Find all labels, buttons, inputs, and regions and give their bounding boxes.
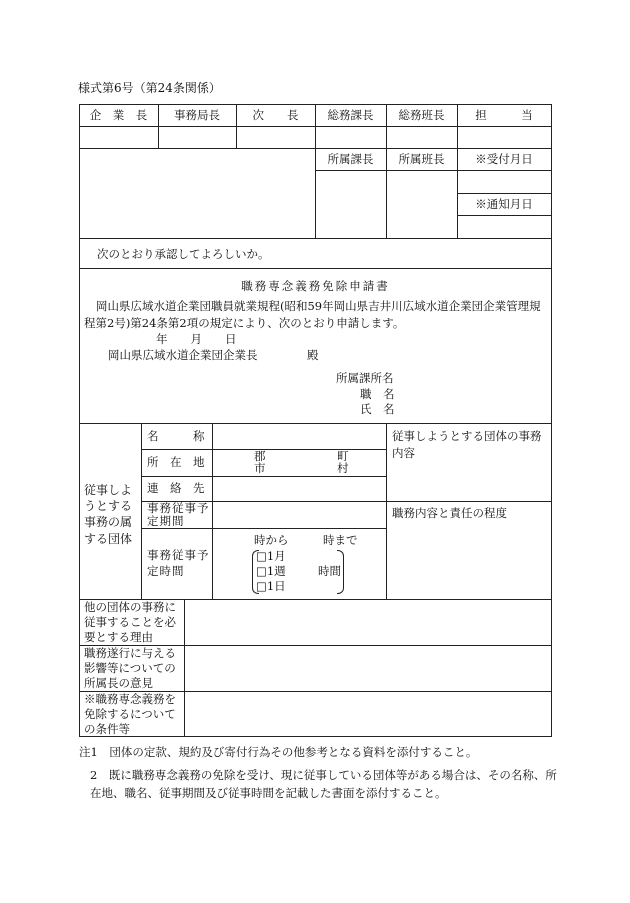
- time-until-text: 時まで: [323, 533, 358, 547]
- honorific: 殿: [307, 348, 319, 362]
- approver-ceo: 企 業 長: [89, 108, 148, 122]
- notification-date-label: ※通知月日: [475, 197, 533, 211]
- hours-text: 時間: [318, 564, 341, 578]
- application-title: 職務専念義務免除申請書: [241, 279, 390, 293]
- org-time-label: 事務従事予定時間: [147, 548, 210, 578]
- approver-unit-leader: 所属班長: [398, 152, 445, 166]
- town-text: 町: [337, 449, 349, 463]
- addressee: 岡山県広域水道企業団企業長: [108, 348, 258, 362]
- org-duties-label: 従事しようとする団体の事務内容: [392, 429, 542, 460]
- org-name-label: 名 称: [147, 429, 205, 443]
- village-text: 村: [337, 461, 349, 475]
- approver-deputy: 次 長: [252, 108, 299, 122]
- application-body: 岡山県広域水道企業団職員就業規程(昭和59年岡山県吉井川広域水道企業団企業管理規程第2号)第24条第2項の規定により、次のとおり申請します。: [84, 299, 541, 330]
- approver-general-affairs-chief: 総務課長: [327, 108, 374, 122]
- option-week: □1週: [256, 564, 286, 578]
- county-text: 郡: [254, 449, 266, 463]
- org-period-label: 事務従事予定期間: [147, 501, 210, 529]
- org-location-label: 所 在 地: [147, 455, 205, 469]
- approver-section-chief: 所属課長: [327, 152, 374, 166]
- approver-in-charge: 担 当: [475, 108, 533, 122]
- reason-label: 他の団体の事務に従事することを必要とする理由: [84, 600, 176, 644]
- option-month: □1月: [256, 549, 286, 563]
- supervisor-opinion-label: 職務遂行に与える影響等についての所属長の意見: [84, 646, 176, 690]
- org-contact-label: 連 絡 先: [147, 481, 205, 495]
- approver-secretariat-head: 事務局長: [174, 108, 220, 122]
- conditions-label: ※職務専念義務を免除するについての条件等: [84, 692, 176, 736]
- time-from-text: 時から: [254, 533, 289, 547]
- organization-group-label: 従事しようとする事務の属する団体: [84, 483, 133, 546]
- city-text: 市: [254, 461, 266, 475]
- application-date: 年 月 日: [156, 332, 237, 346]
- applicant-name: 氏 名: [360, 402, 395, 416]
- form-number: 様式第6号（第24条関係）: [78, 81, 221, 95]
- approver-general-affairs-leader: 総務班長: [398, 108, 445, 122]
- applicant-title: 職 名: [360, 387, 395, 401]
- responsibility-label: 職務内容と責任の程度: [392, 506, 507, 520]
- confirm-text: 次のとおり承認してよろしいか。: [97, 247, 270, 261]
- receipt-date-label: ※受付月日: [475, 152, 533, 166]
- note-2: 2 既に職務専念義務の免除を受け、現に従事している団体等がある場合は、その名称、所在地、職名、従事期間及び従事時間を記載した書面を添付すること。: [90, 768, 557, 801]
- applicant-department: 所属課所名: [336, 371, 394, 385]
- option-day: □1日: [256, 579, 286, 593]
- note-1: 注1 団体の定款、規約及び寄付行為その他参考となる資料を添付すること。: [79, 745, 478, 759]
